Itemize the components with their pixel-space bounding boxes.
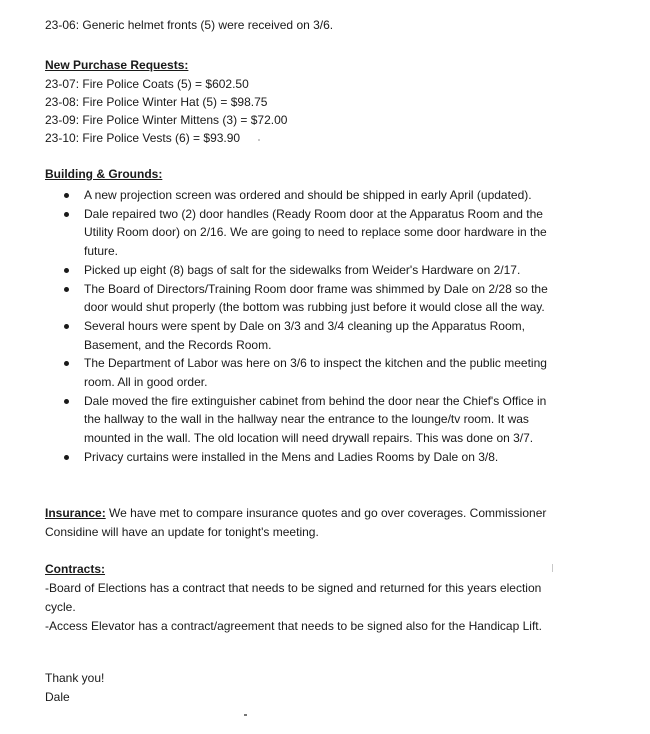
list-item (62, 205, 562, 261)
helmet-fronts-line: 23-06: Generic helmet fronts (5) were received on 3/6. (45, 18, 334, 32)
bullet-icon (64, 287, 69, 292)
purchase-item: 23-08: Fire Police Winter Hat (5) = $98.75 (45, 95, 268, 109)
contracts-heading: Contracts: (45, 562, 106, 576)
bullet-icon (64, 324, 69, 329)
list-item-text: The Board of Directors/Training Room door frame was shimmed by Dale on 2/28 so the door would shut properly (the bottom was rubbing just before it would close all the way. (84, 281, 548, 315)
bullet-icon (64, 361, 69, 366)
insurance-text: We have met to compare insurance quotes and go over coverages. Commissioner Considine will have an update for tonight's meeting. (45, 506, 547, 539)
list-item (62, 392, 562, 448)
scan-speck (244, 714, 247, 716)
purchase-item: 23-09: Fire Police Winter Mittens (3) = $72.00 (45, 113, 288, 127)
purchase-item: 23-07: Fire Police Coats (5) = $602.50 (45, 77, 249, 91)
insurance-heading: Insurance: (45, 506, 106, 520)
scan-speck (258, 139, 260, 141)
list-item (62, 186, 562, 205)
building-grounds-list (62, 186, 562, 467)
list-item-text: Dale moved the fire extinguisher cabinet from behind the door near the Chief's Office in the hallway to the wall in the hallway near the entrance to the lounge/tv room. It was mounted in the wall. The old location will need drywall repairs. This was done on 3/7. (84, 393, 547, 446)
list-item-text: Several hours were spent by Dale on 3/3 and 3/4 cleaning up the Apparatus Room, Basement, and the Records Room. (84, 318, 525, 352)
closing-signature: Dale (45, 690, 70, 704)
contract-item: -Access Elevator has a contract/agreement that needs to be signed also for the Handicap Lift. (45, 619, 542, 633)
list-item-text: Dale repaired two (2) door handles (Ready Room door at the Apparatus Room and the Utility Room door) on 2/16. We are going to need to replace some door hardware in the future. (84, 206, 547, 259)
purchase-item: 23-10: Fire Police Vests (6) = $93.90 (45, 131, 241, 145)
purchase-requests-heading: New Purchase Requests: (45, 58, 189, 72)
building-grounds-heading: Building & Grounds: (45, 167, 163, 181)
contract-item: -Board of Elections has a contract that needs to be signed and returned for this years election cycle. (45, 581, 542, 614)
list-item (62, 317, 562, 354)
list-item (62, 354, 562, 391)
insurance-paragraph (45, 504, 565, 542)
list-item (62, 261, 562, 280)
list-item-text: The Department of Labor was here on 3/6 to inspect the kitchen and the public meeting room. All in good order. (84, 356, 547, 390)
bullet-icon (64, 212, 69, 217)
bullet-icon (64, 455, 69, 460)
list-item-text: A new projection screen was ordered and should be shipped in early April (updated). (84, 188, 532, 202)
scan-speck (552, 564, 553, 572)
list-item-text: Privacy curtains were installed in the Mens and Ladies Rooms by Dale on 3/8. (84, 449, 499, 464)
closing-thanks: Thank you! (45, 671, 105, 685)
list-item (62, 448, 562, 467)
list-item (62, 280, 562, 317)
bullet-icon (64, 399, 69, 404)
bullet-icon (64, 268, 69, 273)
list-item-text: Picked up eight (8) bags of salt for the sidewalks from Weider's Hardware on 2/17. (84, 262, 521, 277)
bullet-icon (64, 193, 69, 198)
